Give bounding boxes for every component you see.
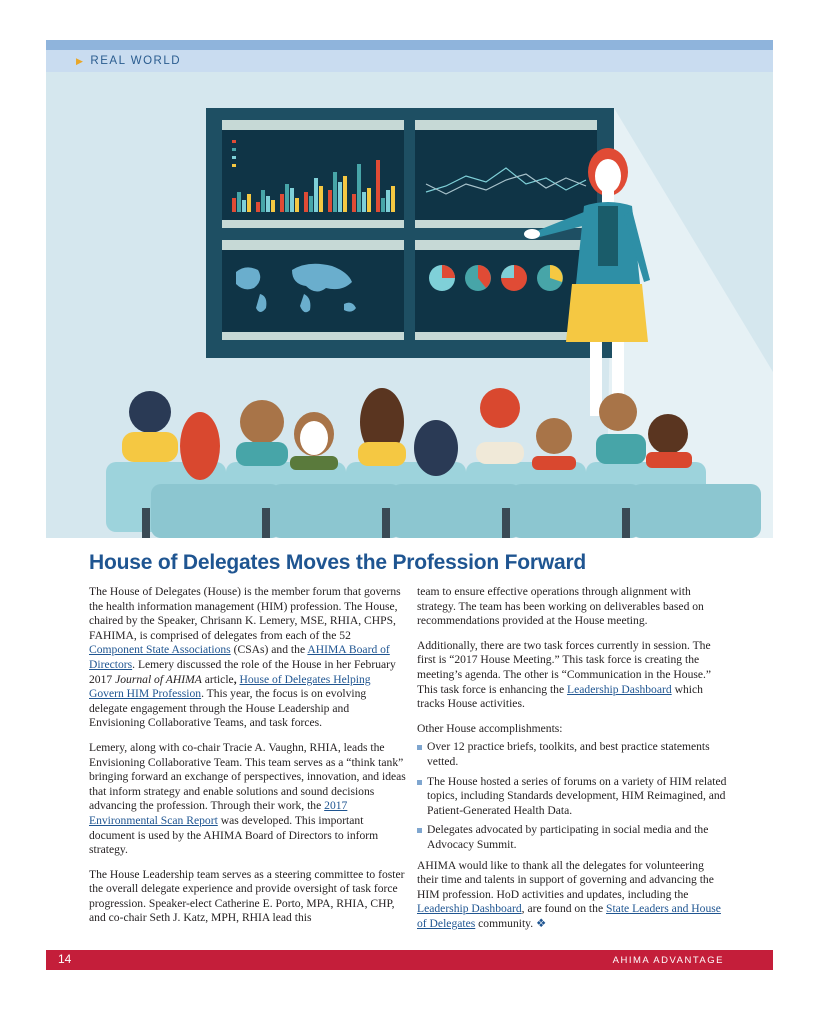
illustration-bar	[376, 160, 380, 212]
bullet-icon	[417, 745, 422, 750]
illustration-bar	[280, 194, 284, 212]
illustration-bar	[304, 192, 308, 212]
illustration-bar	[247, 194, 251, 212]
illustration-bar	[343, 176, 347, 212]
illustration-bar	[352, 194, 356, 212]
illustration-bar	[357, 164, 361, 212]
article-column-left	[89, 585, 407, 936]
top-accent-bar	[46, 40, 773, 50]
bullet-icon	[417, 780, 422, 785]
paragraph-4: team to ensure effective operations through alignment with strategy. The team has been working on deliverables based on recommendations provided at the House meeting.	[417, 585, 704, 628]
illustration-bar	[271, 200, 275, 212]
illustration-bar	[242, 200, 246, 212]
illustration-bar	[381, 198, 385, 212]
triangle-icon: ▶	[76, 56, 85, 66]
component-state-associations-link[interactable]: Component State Associations	[89, 643, 231, 657]
leadership-dashboard-link[interactable]: Leadership Dashboard	[567, 682, 672, 696]
line-chart-panel	[415, 120, 597, 228]
list-item: Delegates advocated by participating in social media and the Advocacy Summit.	[417, 823, 727, 852]
accomplishments-list	[417, 740, 727, 852]
illustration-bar	[333, 172, 337, 212]
ahima-board-link[interactable]: AHIMA Board of Directors	[89, 643, 390, 671]
leadership-dashboard-link-2[interactable]: Leadership Dashboard	[417, 902, 522, 916]
illustration-bar	[237, 192, 241, 212]
bullet-icon	[417, 828, 422, 833]
section-label	[76, 55, 181, 67]
illustration-bar	[266, 196, 270, 212]
state-leaders-community-link[interactable]: State Leaders and House of Delegates	[417, 902, 721, 930]
end-mark-icon: ❖	[536, 916, 547, 930]
illustration-bar	[261, 190, 265, 212]
section-label-text: REAL WORLD	[90, 55, 182, 67]
list-item: Over 12 practice briefs, toolkits, and best practice statements vetted.	[417, 740, 727, 769]
list-item: The House hosted a series of forums on a variety of HIM related topics, including Standards development, HIM Reimagined, and Patient-Generated Health Data.	[417, 775, 727, 819]
paragraph-6: AHIMA would like to thank all the delegates for volunteering their time and talents in support of governing and advancing the HIM profession. HoD activities and updates, including the Leadership Dashboard, are found on the State Leaders and House of Delegates community. ❖	[417, 858, 721, 930]
illustration-bar	[232, 198, 236, 212]
illustration-bar	[362, 192, 366, 212]
illustration-bar	[256, 202, 260, 212]
paragraph-1: The House of Delegates (House) is the member forum that governs the health information management (HIM) profession. The House, chaired by the Speaker, Chrisann K. Lemery, MSE, RHIA, CHPS, FAHIMA, is comprised of delegates from each of the 52 Component State Associations (CSAs) and the AHIMA Board of Directors. Lemery discussed the role of the House in her February 2017 Journal of AHIMA article, House of Delegates Helping Govern HIM Profession. This year, the focus is on evolving delegate engagement through the House Leadership and Envisioning Collaborative Teams, and task forces.	[89, 585, 401, 730]
illustration-bar	[290, 188, 294, 212]
illustration-bar	[391, 186, 395, 212]
illustration-bar	[314, 178, 318, 212]
illustration-bar	[285, 184, 289, 212]
illustration-bar	[295, 198, 299, 212]
presentation-illustration	[46, 72, 773, 538]
page-number: 14	[58, 952, 72, 966]
paragraph-2: Lemery, along with co-chair Tracie A. Vaughn, RHIA, leads the Envisioning Collaborative Team. This team serves as a “think tank” bringing forward an exchange of perspectives, innovation, and ideas that inform strategy and enable solutions and sound decisions advancing the profession. Through their work, the 2017 Environmental Scan Report was developed. This important document is used by the AHIMA Board of Directors to inform strategy.	[89, 740, 406, 857]
illustration-bar	[328, 190, 332, 212]
illustration-bar	[386, 190, 390, 212]
environmental-scan-link[interactable]: 2017 Environmental Scan Report	[89, 799, 348, 827]
paragraph-3: The House Leadership team serves as a steering committee to foster the overall delegate experience and provide oversight of task force progression. Speaker-elect Catherine E. Porto, MPA, RHIA, CHP, and co-chair Seth J. Katz, MPH, RHIA lead this	[89, 867, 405, 925]
article-title: House of Delegates Moves the Profession Forward	[89, 551, 587, 574]
publication-name: AHIMA ADVANTAGE	[612, 955, 724, 966]
article-column-right	[417, 585, 727, 941]
illustration-bar	[367, 188, 371, 212]
illustration-bar	[319, 186, 323, 212]
illustration-bar	[338, 182, 342, 212]
accomplishments-intro: Other House accomplishments:	[417, 721, 563, 735]
paragraph-5: Additionally, there are two task forces currently in session. The first is “2017 House Meeting.” This task force is creating the meeting’s agenda. The other is “Communication in the House.” This task force is enhancing the Leadership Dashboard which tracks House activities.	[417, 638, 712, 711]
illustration-bar	[309, 196, 313, 212]
hod-article-link[interactable]: House of Delegates Helping Govern HIM Profession	[89, 672, 371, 701]
